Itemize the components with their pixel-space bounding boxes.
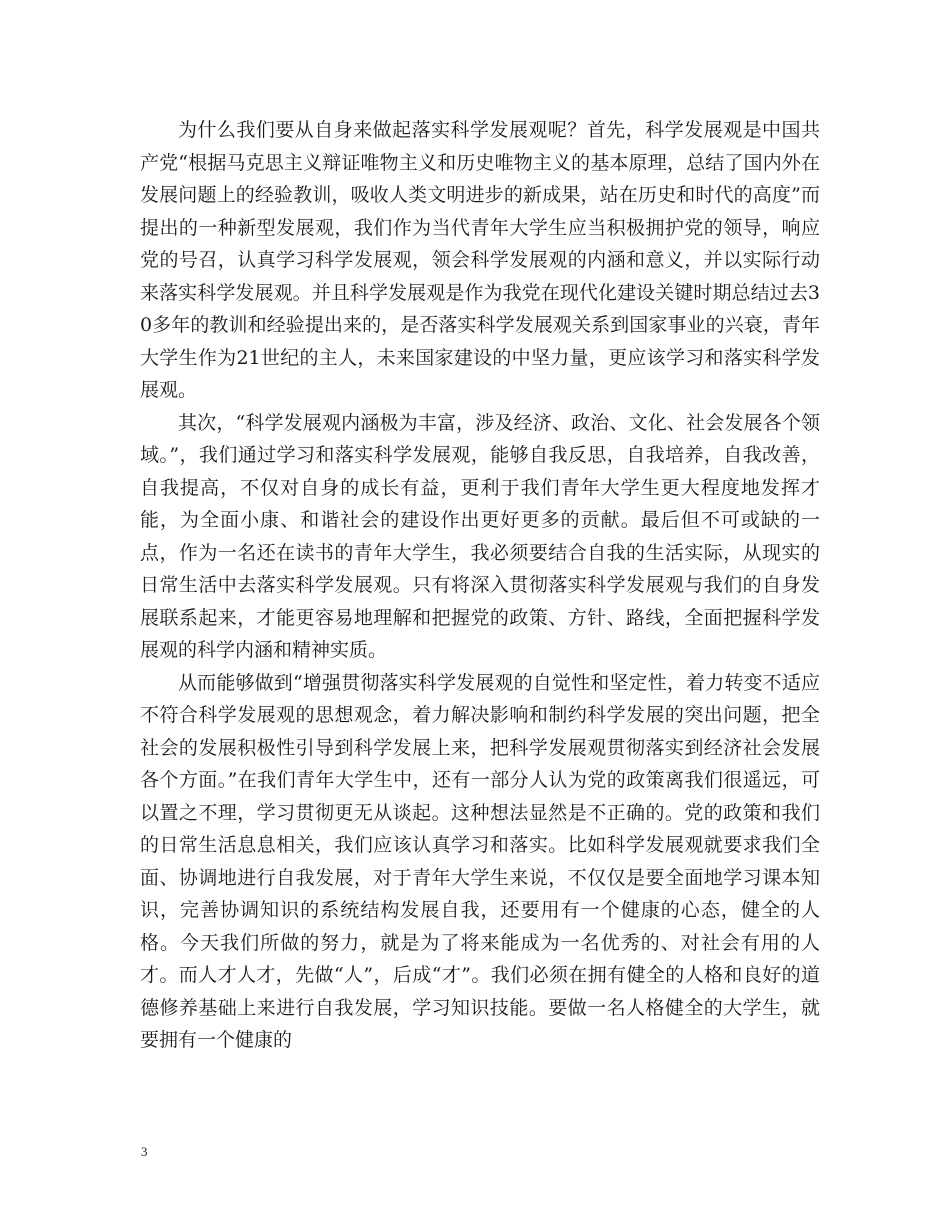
document-body	[140, 114, 820, 1057]
paragraph-1: 为什么我们要从自身来做起落实科学发展观呢？首先，科学发展观是中国共产党“根据马克思主义辩证唯物主义和历史唯物主义的基本原理，总结了国内外在发展问题上的经验教训，吸收人类文明进步的新成果，站在历史和时代的高度”而提出的一种新型发展观，我们作为当代青年大学生应当积极拥护党的领导，响应党的号召，认真学习科学发展观，领会科学发展观的内涵和意义，并以实际行动来落实科学发展观。并且科学发展观是作为我党在现代化建设关键时期总结过去30多年的教训和经验提出来的，是否落实科学发展观关系到国家事业的兴衰，青年大学生作为21世纪的主人，未来国家建设的中坚力量，更应该学习和落实科学发展观。	[140, 119, 820, 401]
paragraph-2: 其次，“科学发展观内涵极为丰富，涉及经济、政治、文化、社会发展各个领域。”，我们通过学习和落实科学发展观，能够自我反思，自我培养，自我改善，自我提高，不仅对自身的成长有益，更利于我们青年大学生更大程度地发挥才能，为全面小康、和谐社会的建设作出更好更多的贡献。最后但不可或缺的一点，作为一名还在读书的青年大学生，我必须要结合自我的生活实际，从现实的日常生活中去落实科学发展观。只有将深入贯彻落实科学发展观与我们的自身发展联系起来，才能更容易地理解和把握党的政策、方针、路线，全面把握科学发展观的科学内涵和精神实质。	[140, 411, 820, 661]
page-number: 3	[141, 1144, 148, 1159]
paragraph-3: 从而能够做到“增强贯彻落实科学发展观的自觉性和坚定性，着力转变不适应不符合科学发展观的思想观念，着力解决影响和制约科学发展的突出问题，把全社会的发展积极性引导到科学发展上来，把科学发展观贯彻落实到经济社会发展各个方面。”在我们青年大学生中，还有一部分人认为党的政策离我们很遥远，可以置之不理，学习贯彻更无从谈起。这种想法显然是不正确的。党的政策和我们的日常生活息息相关，我们应该认真学习和落实。比如科学发展观就要求我们全面、协调地进行自我发展，对于青年大学生来说，不仅仅是要全面地学习课本知识，完善协调知识的系统结构发展自我，还要用有一个健康的心态，健全的人格。今天我们所做的努力，就是为了将来能成为一名优秀的、对社会有用的人才。而人才人才，先做“人”，后成“才”。我们必须在拥有健全的人格和良好的道德修养基础上来进行自我发展，学习知识技能。要做一名人格健全的大学生，就要拥有一个健康的	[140, 671, 820, 1051]
